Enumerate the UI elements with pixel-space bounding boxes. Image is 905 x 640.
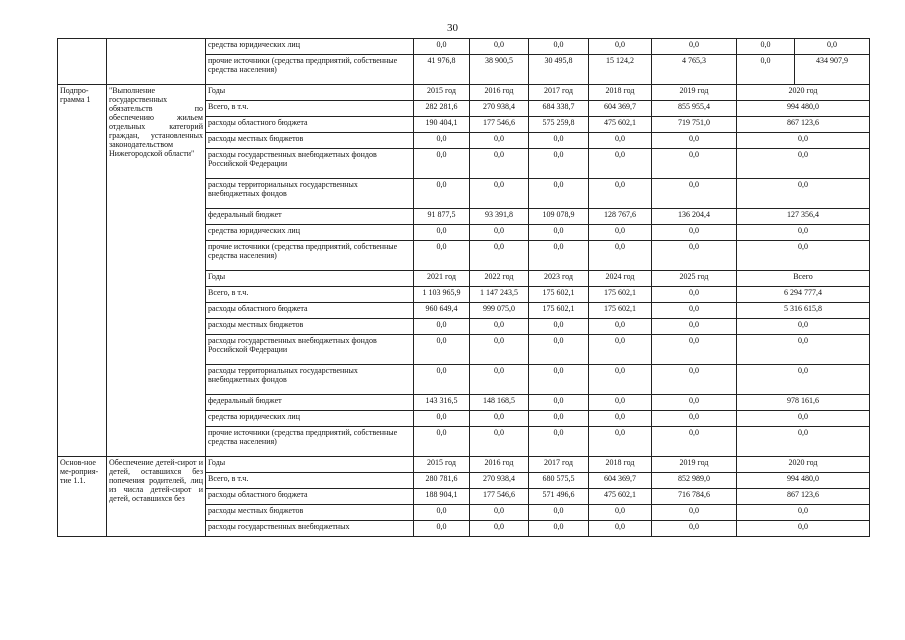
value-cell: 282 281,6 [414, 101, 470, 117]
value-cell: 2018 год [589, 457, 652, 473]
value-cell: 852 989,0 [652, 473, 737, 489]
value-cell: 0,0 [652, 287, 737, 303]
value-cell: 0,0 [737, 335, 870, 365]
value-cell: 0,0 [652, 335, 737, 365]
value-cell: 0,0 [737, 241, 870, 271]
value-cell: 0,0 [589, 149, 652, 179]
value-cell: 0,0 [414, 133, 470, 149]
value-cell: 0,0 [470, 319, 529, 335]
value-cell: 2024 год [589, 271, 652, 287]
value-cell: 960 649,4 [414, 303, 470, 319]
value-cell: 2022 год [470, 271, 529, 287]
value-cell: 0,0 [529, 39, 589, 55]
value-cell: 175 602,1 [589, 287, 652, 303]
row-label: расходы местных бюджетов [206, 505, 414, 521]
value-cell: 0,0 [470, 133, 529, 149]
value-cell: 0,0 [589, 411, 652, 427]
page-number: 30 [447, 22, 458, 34]
row-label: Годы [206, 271, 414, 287]
row-label: расходы областного бюджета [206, 117, 414, 133]
value-cell: 41 976,8 [414, 55, 470, 85]
row-label: расходы местных бюджетов [206, 133, 414, 149]
table-row [58, 39, 870, 55]
value-cell: Всего [737, 271, 870, 287]
row-label: расходы государственных внебюджетных фондов Российской Федерации [206, 335, 414, 365]
value-cell: 475 602,1 [589, 489, 652, 505]
row-label: Годы [206, 457, 414, 473]
table-row [58, 457, 870, 473]
value-cell: 0,0 [737, 39, 795, 55]
value-cell: 0,0 [470, 521, 529, 537]
value-cell: 109 078,9 [529, 209, 589, 225]
value-cell: 2019 год [652, 457, 737, 473]
value-cell: 2020 год [737, 85, 870, 101]
value-cell: 604 369,7 [589, 101, 652, 117]
value-cell: 143 316,5 [414, 395, 470, 411]
value-cell: 719 751,0 [652, 117, 737, 133]
value-cell: 2020 год [737, 457, 870, 473]
value-cell: 0,0 [414, 365, 470, 395]
row-label: Всего, в т.ч. [206, 287, 414, 303]
value-cell: 0,0 [652, 411, 737, 427]
value-cell: 2017 год [529, 457, 589, 473]
value-cell: 0,0 [470, 505, 529, 521]
value-cell: 0,0 [737, 319, 870, 335]
value-cell: 0,0 [652, 303, 737, 319]
row-label: средства юридических лиц [206, 225, 414, 241]
value-cell: 999 075,0 [470, 303, 529, 319]
value-cell: 0,0 [414, 179, 470, 209]
value-cell: 0,0 [529, 241, 589, 271]
value-cell: 0,0 [529, 427, 589, 457]
value-cell: 2019 год [652, 85, 737, 101]
value-cell: 2016 год [470, 85, 529, 101]
value-cell: 680 575,5 [529, 473, 589, 489]
value-cell: 0,0 [652, 427, 737, 457]
value-cell: 571 496,6 [529, 489, 589, 505]
value-cell: 0,0 [589, 505, 652, 521]
value-cell: 175 602,1 [529, 287, 589, 303]
value-cell: 0,0 [589, 225, 652, 241]
value-cell: 280 781,6 [414, 473, 470, 489]
value-cell: 0,0 [529, 133, 589, 149]
section-title-cell: "Выполнение государственных обязательств по обеспечению жильем отдельных категорий граждан, установленных законодательством Нижегородской области" [107, 85, 206, 457]
value-cell: 0,0 [652, 179, 737, 209]
value-cell: 0,0 [529, 365, 589, 395]
value-cell: 0,0 [414, 225, 470, 241]
value-cell: 0,0 [529, 225, 589, 241]
value-cell: 855 955,4 [652, 101, 737, 117]
value-cell: 0,0 [737, 55, 795, 85]
section-title-cell: Обеспечение детей-сирот и детей, оставшихся без попечения родителей, лиц из числа детей-сирот и детей, оставшихся без [107, 457, 206, 537]
value-cell: 0,0 [414, 427, 470, 457]
value-cell: 0,0 [795, 39, 870, 55]
value-cell: 0,0 [414, 411, 470, 427]
section-code-cell: Основ-ное ме-роприя-тие 1.1. [58, 457, 107, 537]
value-cell: 2015 год [414, 457, 470, 473]
value-cell: 2025 год [652, 271, 737, 287]
value-cell: 0,0 [470, 179, 529, 209]
value-cell: 175 602,1 [589, 303, 652, 319]
value-cell: 0,0 [737, 133, 870, 149]
value-cell: 0,0 [529, 335, 589, 365]
budget-table [57, 38, 870, 537]
value-cell: 475 602,1 [589, 117, 652, 133]
value-cell: 994 480,0 [737, 101, 870, 117]
row-label: средства юридических лиц [206, 39, 414, 55]
value-cell: 0,0 [529, 395, 589, 411]
value-cell: 0,0 [652, 149, 737, 179]
value-cell: 177 546,6 [470, 489, 529, 505]
value-cell: 0,0 [652, 521, 737, 537]
row-label: Всего, в т.ч. [206, 473, 414, 489]
value-cell: 93 391,8 [470, 209, 529, 225]
row-label: прочие источники (средства предприятий, собственные средства населения) [206, 55, 414, 85]
value-cell: 434 907,9 [795, 55, 870, 85]
value-cell: 0,0 [529, 521, 589, 537]
row-label: расходы территориальных государственных внебюджетных фондов [206, 365, 414, 395]
value-cell: 0,0 [414, 505, 470, 521]
value-cell: 2023 год [529, 271, 589, 287]
value-cell: 0,0 [529, 505, 589, 521]
row-label: расходы областного бюджета [206, 489, 414, 505]
value-cell: 0,0 [414, 335, 470, 365]
value-cell: 716 784,6 [652, 489, 737, 505]
value-cell: 270 938,4 [470, 101, 529, 117]
value-cell: 0,0 [470, 225, 529, 241]
row-label: средства юридических лиц [206, 411, 414, 427]
value-cell: 148 168,5 [470, 395, 529, 411]
value-cell: 2018 год [589, 85, 652, 101]
value-cell: 0,0 [589, 241, 652, 271]
value-cell: 0,0 [529, 149, 589, 179]
value-cell: 0,0 [589, 427, 652, 457]
value-cell: 0,0 [470, 149, 529, 179]
value-cell: 6 294 777,4 [737, 287, 870, 303]
value-cell: 0,0 [737, 149, 870, 179]
value-cell: 4 765,3 [652, 55, 737, 85]
value-cell: 0,0 [414, 149, 470, 179]
row-label: федеральный бюджет [206, 209, 414, 225]
row-label: прочие источники (средства предприятий, собственные средства населения) [206, 427, 414, 457]
value-cell: 270 938,4 [470, 473, 529, 489]
value-cell: 0,0 [470, 411, 529, 427]
value-cell: 0,0 [470, 39, 529, 55]
row-label: расходы областного бюджета [206, 303, 414, 319]
value-cell: 0,0 [652, 39, 737, 55]
value-cell: 0,0 [470, 427, 529, 457]
value-cell: 30 495,8 [529, 55, 589, 85]
value-cell: 0,0 [529, 319, 589, 335]
value-cell: 0,0 [589, 365, 652, 395]
value-cell: 0,0 [589, 179, 652, 209]
value-cell: 188 904,1 [414, 489, 470, 505]
table-row [58, 85, 870, 101]
value-cell: 2021 год [414, 271, 470, 287]
value-cell: 2016 год [470, 457, 529, 473]
value-cell: 2017 год [529, 85, 589, 101]
value-cell: 0,0 [737, 427, 870, 457]
value-cell: 2015 год [414, 85, 470, 101]
value-cell: 0,0 [737, 179, 870, 209]
section-code-cell: Подпро-грамма 1 [58, 85, 107, 457]
value-cell: 38 900,5 [470, 55, 529, 85]
value-cell: 0,0 [414, 521, 470, 537]
value-cell: 0,0 [589, 39, 652, 55]
value-cell: 0,0 [652, 365, 737, 395]
value-cell: 867 123,6 [737, 489, 870, 505]
value-cell: 0,0 [470, 365, 529, 395]
value-cell: 127 356,4 [737, 209, 870, 225]
value-cell: 575 259,8 [529, 117, 589, 133]
row-label: Всего, в т.ч. [206, 101, 414, 117]
value-cell: 0,0 [652, 225, 737, 241]
value-cell: 0,0 [529, 179, 589, 209]
section-title-cell [107, 39, 206, 85]
value-cell: 0,0 [652, 133, 737, 149]
value-cell: 0,0 [529, 411, 589, 427]
value-cell: 190 404,1 [414, 117, 470, 133]
value-cell: 684 338,7 [529, 101, 589, 117]
row-label: расходы государственных внебюджетных [206, 521, 414, 537]
value-cell: 1 103 965,9 [414, 287, 470, 303]
row-label: прочие источники (средства предприятий, собственные средства населения) [206, 241, 414, 271]
row-label: Годы [206, 85, 414, 101]
value-cell: 0,0 [589, 395, 652, 411]
value-cell: 0,0 [414, 39, 470, 55]
value-cell: 91 877,5 [414, 209, 470, 225]
value-cell: 0,0 [652, 505, 737, 521]
value-cell: 0,0 [414, 241, 470, 271]
value-cell: 0,0 [737, 505, 870, 521]
row-label: расходы государственных внебюджетных фондов Российской Федерации [206, 149, 414, 179]
value-cell: 0,0 [737, 225, 870, 241]
value-cell: 0,0 [589, 319, 652, 335]
value-cell: 15 124,2 [589, 55, 652, 85]
value-cell: 994 480,0 [737, 473, 870, 489]
value-cell: 978 161,6 [737, 395, 870, 411]
value-cell: 0,0 [470, 241, 529, 271]
value-cell: 0,0 [589, 133, 652, 149]
value-cell: 0,0 [737, 365, 870, 395]
value-cell: 0,0 [589, 335, 652, 365]
value-cell: 0,0 [652, 241, 737, 271]
value-cell: 604 369,7 [589, 473, 652, 489]
section-code-cell [58, 39, 107, 85]
value-cell: 0,0 [737, 411, 870, 427]
value-cell: 867 123,6 [737, 117, 870, 133]
value-cell: 175 602,1 [529, 303, 589, 319]
value-cell: 0,0 [652, 395, 737, 411]
value-cell: 128 767,6 [589, 209, 652, 225]
value-cell: 177 546,6 [470, 117, 529, 133]
value-cell: 0,0 [470, 335, 529, 365]
row-label: расходы местных бюджетов [206, 319, 414, 335]
row-label: федеральный бюджет [206, 395, 414, 411]
value-cell: 0,0 [737, 521, 870, 537]
row-label: расходы территориальных государственных внебюджетных фондов [206, 179, 414, 209]
value-cell: 5 316 615,8 [737, 303, 870, 319]
value-cell: 0,0 [414, 319, 470, 335]
value-cell: 136 204,4 [652, 209, 737, 225]
value-cell: 1 147 243,5 [470, 287, 529, 303]
value-cell: 0,0 [589, 521, 652, 537]
value-cell: 0,0 [652, 319, 737, 335]
